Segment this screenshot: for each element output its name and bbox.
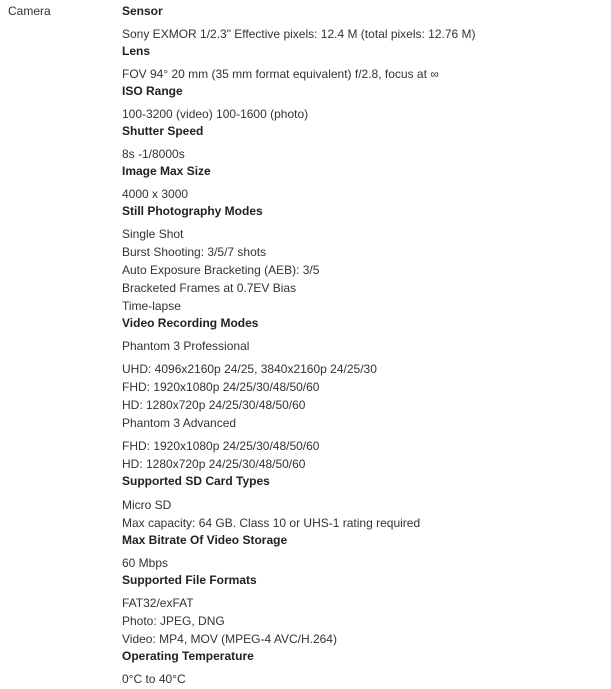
spec-value: FHD: 1920x1080p 24/25/30/48/50/60 <box>122 439 320 453</box>
section-title-image-size: Image Max Size <box>122 164 211 178</box>
section-title-video-modes: Video Recording Modes <box>122 316 259 330</box>
spec-value: Max capacity: 64 GB. Class 10 or UHS-1 rating required <box>122 516 421 530</box>
spec-value: Micro SD <box>122 498 172 512</box>
spec-value: 4000 x 3000 <box>122 187 189 201</box>
spec-value: FHD: 1920x1080p 24/25/30/48/50/60 <box>122 380 320 394</box>
spec-value: HD: 1280x720p 24/25/30/48/50/60 <box>122 457 306 471</box>
section-title-shutter: Shutter Speed <box>122 124 204 138</box>
spec-value: Photo: JPEG, DNG <box>122 614 225 628</box>
section-title-file-formats: Supported File Formats <box>122 573 257 587</box>
spec-value: 0°C to 40°C <box>122 672 186 686</box>
spec-value: 8s -1/8000s <box>122 147 185 161</box>
spec-value: 100-3200 (video) 100-1600 (photo) <box>122 107 309 121</box>
model-name-advanced: Phantom 3 Advanced <box>122 416 237 430</box>
section-title-lens: Lens <box>122 44 151 58</box>
spec-value: FAT32/exFAT <box>122 596 194 610</box>
spec-value: 60 Mbps <box>122 556 169 570</box>
model-name-professional: Phantom 3 Professional <box>122 339 250 353</box>
spec-list <box>122 4 602 689</box>
spec-value: UHD: 4096x2160p 24/25, 3840x2160p 24/25/30 <box>122 362 377 376</box>
category-label: Camera <box>8 4 51 18</box>
section-title-still-modes: Still Photography Modes <box>122 204 263 218</box>
spec-value: Auto Exposure Bracketing (AEB): 3/5 <box>122 263 320 277</box>
spec-value: Time-lapse <box>122 299 181 313</box>
section-title-sensor: Sensor <box>122 4 163 18</box>
spec-value: Burst Shooting: 3/5/7 shots <box>122 245 267 259</box>
spec-value: Single Shot <box>122 227 184 241</box>
section-title-bitrate: Max Bitrate Of Video Storage <box>122 533 288 547</box>
spec-value: Bracketed Frames at 0.7EV Bias <box>122 281 297 295</box>
spec-value: Video: MP4, MOV (MPEG-4 AVC/H.264) <box>122 632 337 646</box>
section-title-temperature: Operating Temperature <box>122 649 254 663</box>
spec-value: Sony EXMOR 1/2.3" Effective pixels: 12.4 M (total pixels: 12.76 M) <box>122 27 476 41</box>
section-title-iso: ISO Range <box>122 84 183 98</box>
spec-value: FOV 94° 20 mm (35 mm format equivalent) f/2.8, focus at ∞ <box>122 67 439 81</box>
section-title-sd-card: Supported SD Card Types <box>122 474 270 488</box>
spec-value: HD: 1280x720p 24/25/30/48/50/60 <box>122 398 306 412</box>
